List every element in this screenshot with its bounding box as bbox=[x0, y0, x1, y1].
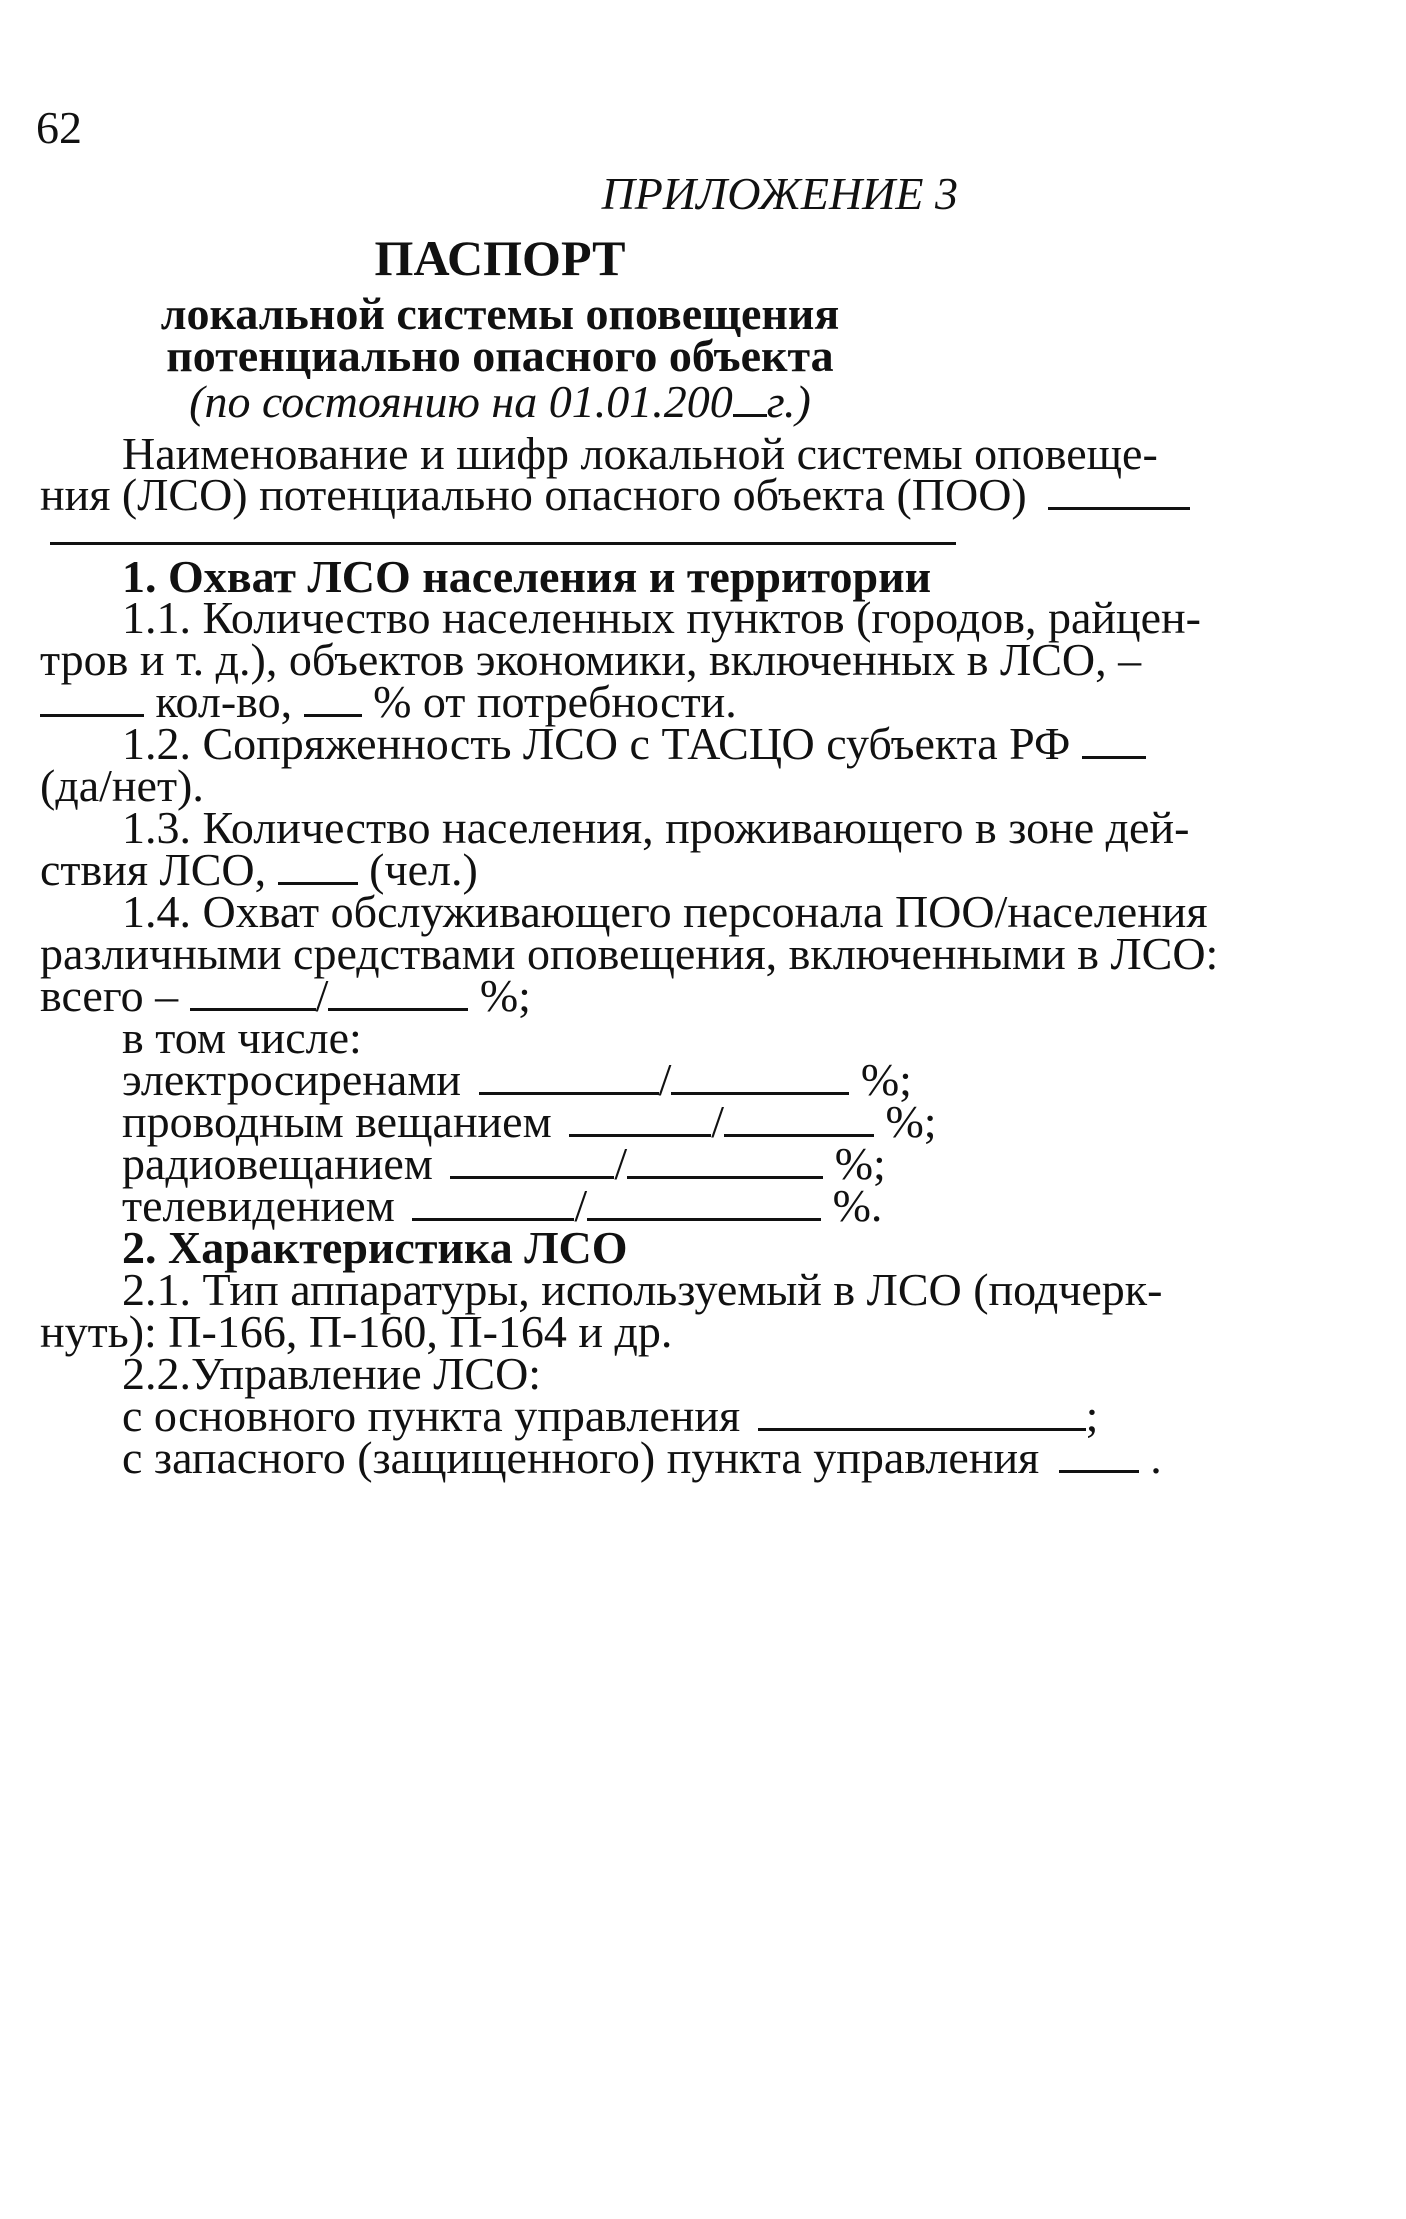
p14-line-2: различными средствами оповещения, включенными в ЛСО: bbox=[40, 928, 1219, 979]
lso-name-blank-line[interactable] bbox=[50, 542, 956, 545]
lso-name-blank[interactable] bbox=[1048, 467, 1190, 510]
subtitle-line-1: локальной системы оповещения bbox=[160, 288, 840, 339]
p13-line-1: 1.3. Количество населения, проживающего в зоне дей- bbox=[122, 802, 1190, 853]
p21-line-2: нуть): П-166, П-160, П-164 и др. bbox=[40, 1306, 673, 1357]
total-population-blank[interactable] bbox=[328, 968, 468, 1011]
including-label: в том числе: bbox=[122, 1012, 362, 1063]
slash: / bbox=[315, 970, 329, 1021]
population-blank[interactable] bbox=[278, 842, 358, 885]
p13-text: ствия ЛСО, bbox=[40, 844, 267, 895]
wired-staff-blank[interactable] bbox=[569, 1094, 711, 1137]
intro-line-2 bbox=[40, 465, 1190, 525]
radio-label: радиовещанием bbox=[122, 1138, 433, 1189]
page-title: ПАСПОРТ bbox=[374, 230, 626, 286]
main-control-blank[interactable] bbox=[758, 1388, 1086, 1431]
radio-population-blank[interactable] bbox=[627, 1136, 823, 1179]
total-staff-blank[interactable] bbox=[190, 968, 316, 1011]
percent-sign: %; bbox=[834, 1138, 886, 1189]
appendix-label: ПРИЛОЖЕНИЕ 3 bbox=[601, 168, 958, 219]
slash: / bbox=[711, 1096, 724, 1147]
count-label: кол-во, bbox=[155, 676, 293, 727]
p12-line-1 bbox=[122, 714, 1146, 774]
intro-line-1: Наименование и шифр локальной системы оповеще- bbox=[122, 428, 1158, 479]
sirens-label: электросиренами bbox=[122, 1054, 462, 1105]
p14-line-1: 1.4. Охват обслуживающего персонала ПОО/населения bbox=[122, 886, 1208, 937]
date-note-start: (по состоянию на 01.01.200 bbox=[189, 376, 733, 427]
percent-sign: %; bbox=[885, 1096, 937, 1147]
page-number: 62 bbox=[36, 102, 82, 153]
tv-label: телевидением bbox=[122, 1180, 395, 1231]
subtitle-line-2: потенциально опасного объекта bbox=[166, 330, 834, 381]
radio-staff-blank[interactable] bbox=[450, 1136, 614, 1179]
control-main-label: с основного пункта управления bbox=[122, 1390, 741, 1441]
year-blank[interactable] bbox=[733, 378, 767, 417]
percent-sign: %; bbox=[479, 970, 531, 1021]
total-label: всего – bbox=[40, 970, 179, 1021]
p12-text: 1.2. Сопряженность ЛСО с ТАСЦО субъекта РФ bbox=[122, 718, 1071, 769]
slash: / bbox=[614, 1138, 628, 1189]
percent-sign: %; bbox=[860, 1054, 912, 1105]
wired-label: проводным вещанием bbox=[122, 1096, 552, 1147]
sirens-staff-blank[interactable] bbox=[479, 1052, 659, 1095]
section-2-heading: 2. Характеристика ЛСО bbox=[122, 1222, 628, 1273]
slash: / bbox=[658, 1054, 672, 1105]
control-backup-line bbox=[122, 1428, 1162, 1488]
tv-staff-blank[interactable] bbox=[412, 1178, 574, 1221]
p11-line-1: 1.1. Количество населенных пунктов (городов, райцен- bbox=[122, 592, 1201, 643]
tascо-coupling-blank[interactable] bbox=[1082, 716, 1146, 759]
slash: / bbox=[574, 1180, 588, 1231]
section-1-heading: 1. Охват ЛСО населения и территории bbox=[122, 551, 932, 602]
settlements-count-blank[interactable] bbox=[40, 674, 144, 717]
p22-line: 2.2.Управление ЛСО: bbox=[122, 1348, 542, 1399]
control-backup-label: с запасного (защищенного) пункта управления bbox=[122, 1432, 1040, 1483]
p21-line-1: 2.1. Тип аппаратуры, используемый в ЛСО (подчерк- bbox=[122, 1264, 1163, 1315]
tv-population-blank[interactable] bbox=[587, 1178, 821, 1221]
p13-unit: (чел.) bbox=[369, 844, 478, 895]
percent-sign: %. bbox=[832, 1180, 883, 1231]
percent-label: % от потребности. bbox=[373, 676, 737, 727]
semicolon: ; bbox=[1085, 1390, 1099, 1441]
p12-line-2: (да/нет). bbox=[40, 760, 204, 811]
date-note bbox=[0, 372, 1000, 432]
period: . bbox=[1150, 1432, 1162, 1483]
backup-control-blank[interactable] bbox=[1059, 1430, 1139, 1473]
sirens-population-blank[interactable] bbox=[671, 1052, 849, 1095]
settlements-percent-blank[interactable] bbox=[304, 674, 362, 717]
intro-line-2-text: ния (ЛСО) потенциально опасного объекта (ПОО) bbox=[40, 469, 1027, 520]
wired-population-blank[interactable] bbox=[724, 1094, 874, 1137]
p11-line-2: тров и т. д.), объектов экономики, включенных в ЛСО, – bbox=[40, 634, 1142, 685]
date-note-end: г.) bbox=[766, 376, 811, 427]
